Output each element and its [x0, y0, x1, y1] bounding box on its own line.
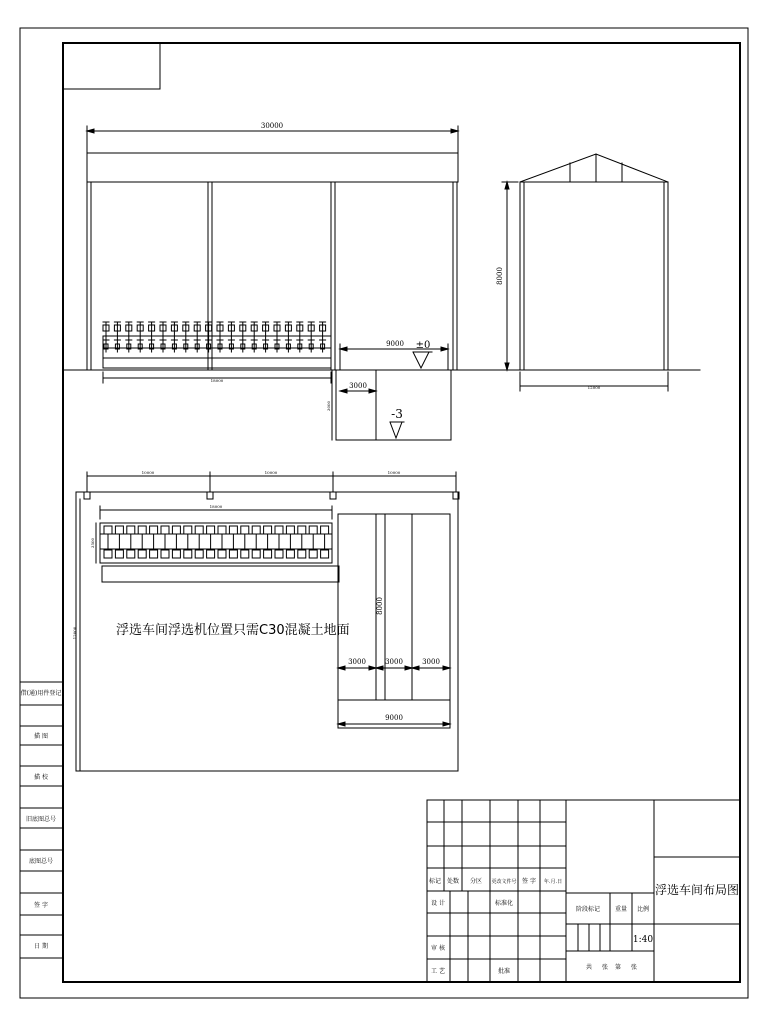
flotation-machine-plan — [229, 526, 237, 558]
dim-side-height: 8000 — [496, 267, 504, 285]
flotation-machine-plan — [218, 526, 226, 558]
tb-row-review: 审 核 — [431, 945, 445, 952]
tb-stage-mark: 阶段标记 — [575, 906, 601, 913]
tb-sheet-unit: 张 — [630, 964, 638, 971]
flotation-machine — [206, 322, 212, 352]
dim-plan-row-length: 18000 — [209, 504, 223, 509]
flotation-machine — [160, 322, 166, 352]
tb-header: 标记 — [428, 878, 442, 885]
flotation-machine-plan — [264, 526, 272, 558]
flotation-machine — [137, 322, 143, 352]
flotation-machine — [217, 322, 223, 352]
flotation-machines-plan — [104, 526, 329, 558]
flotation-machine — [194, 322, 200, 352]
flotation-machine — [320, 322, 326, 352]
flotation-machine — [114, 322, 120, 352]
strip-label: 签 字 — [34, 902, 48, 909]
flotation-machine-plan — [321, 526, 329, 558]
flotation-machine-plan — [298, 526, 306, 558]
dim-slot-width: 9000 — [386, 340, 404, 348]
strip-label: 日 期 — [34, 943, 48, 950]
dim-pit-width: 3000 — [349, 382, 367, 390]
side-elevation — [502, 154, 668, 391]
flotation-machine — [263, 322, 269, 352]
flotation-machine-plan — [195, 526, 203, 558]
strip-label: 描 校 — [34, 774, 48, 781]
tb-header: 处数 — [446, 878, 460, 885]
inner-frame — [63, 43, 740, 982]
tb-weight: 重量 — [614, 906, 628, 913]
strip-label: 旧底图总号 — [25, 816, 57, 823]
level-pit-label: -3 — [391, 407, 403, 421]
flotation-machine — [274, 322, 280, 352]
plan-view — [76, 472, 459, 771]
tb-header: 签 字 — [522, 878, 536, 885]
dim-plan-left-height: 12000 — [72, 626, 77, 640]
flotation-machine — [228, 322, 234, 352]
front-elevation — [63, 126, 700, 440]
dim-area-width: 9000 — [385, 714, 403, 722]
strip-label: 借(通)用件登记 — [20, 690, 62, 697]
flotation-machine-plan — [161, 526, 169, 558]
flotation-machine-plan — [207, 526, 215, 558]
flotation-machine-plan — [184, 526, 192, 558]
dim-side-width: 12000 — [587, 385, 601, 390]
plan-note: 浮选车间浮选机位置只需C30混凝土地面 — [116, 623, 350, 638]
tb-header: 更改文件号 — [491, 879, 517, 885]
dim-plan-row-depth: 3500 — [90, 537, 95, 549]
flotation-machine-plan — [286, 526, 294, 558]
flotation-machine-plan — [252, 526, 260, 558]
level-zero-label: ±0 — [415, 340, 431, 351]
flotation-machine-plan — [150, 526, 158, 558]
dim-bay-2: 10000 — [264, 470, 278, 475]
flotation-machine — [103, 322, 109, 352]
dim-sub-width-2: 3000 — [385, 658, 403, 666]
dim-area-height: 8000 — [376, 597, 384, 615]
dim-pit-depth: 3000 — [326, 400, 331, 412]
strip-label: 描 图 — [34, 733, 48, 740]
flotation-machine — [240, 322, 246, 352]
flotation-machine-plan — [138, 526, 146, 558]
flotation-machine — [251, 322, 257, 352]
flotation-machine — [149, 322, 155, 352]
tb-standardize: 标准化 — [494, 900, 514, 907]
dim-total-width: 30000 — [260, 122, 284, 130]
flotation-machine-plan — [309, 526, 317, 558]
outer-frame — [20, 28, 748, 998]
dim-sub-width-1: 3000 — [348, 658, 366, 666]
dim-bay-1: 10000 — [141, 470, 155, 475]
flotation-machine-plan — [115, 526, 123, 558]
tb-header: 分区 — [469, 878, 483, 885]
corner-box — [63, 43, 160, 89]
dim-row-length: 18000 — [210, 378, 224, 383]
flotation-machine — [297, 322, 303, 352]
tb-scale-value: 1:40 — [632, 935, 654, 945]
flotation-machine — [171, 322, 177, 352]
dim-bay-3: 10000 — [387, 470, 401, 475]
flotation-machine — [183, 322, 189, 352]
tb-sheets-unit: 张 — [601, 964, 609, 971]
tb-sheet-no: 第 — [614, 964, 622, 971]
flotation-machine-plan — [275, 526, 283, 558]
flotation-machine-plan — [172, 526, 180, 558]
tb-row-design: 设 计 — [431, 900, 445, 907]
tb-ratio: 比例 — [636, 906, 650, 913]
flotation-machine — [308, 322, 314, 352]
flotation-machine — [126, 322, 132, 352]
tb-sheets-total: 共 — [585, 964, 593, 971]
drawing-title: 浮选车间布局图 — [654, 883, 740, 897]
dim-sub-width-3: 3000 — [422, 658, 440, 666]
tb-header: 年.月.日 — [543, 879, 563, 885]
flotation-machine — [285, 322, 291, 352]
flotation-machine-plan — [127, 526, 135, 558]
flotation-machine-plan — [104, 526, 112, 558]
tb-row-process: 工 艺 — [431, 968, 445, 975]
tb-approve: 批准 — [497, 968, 511, 975]
flotation-machine-plan — [241, 526, 249, 558]
strip-label: 底图总号 — [28, 858, 54, 865]
